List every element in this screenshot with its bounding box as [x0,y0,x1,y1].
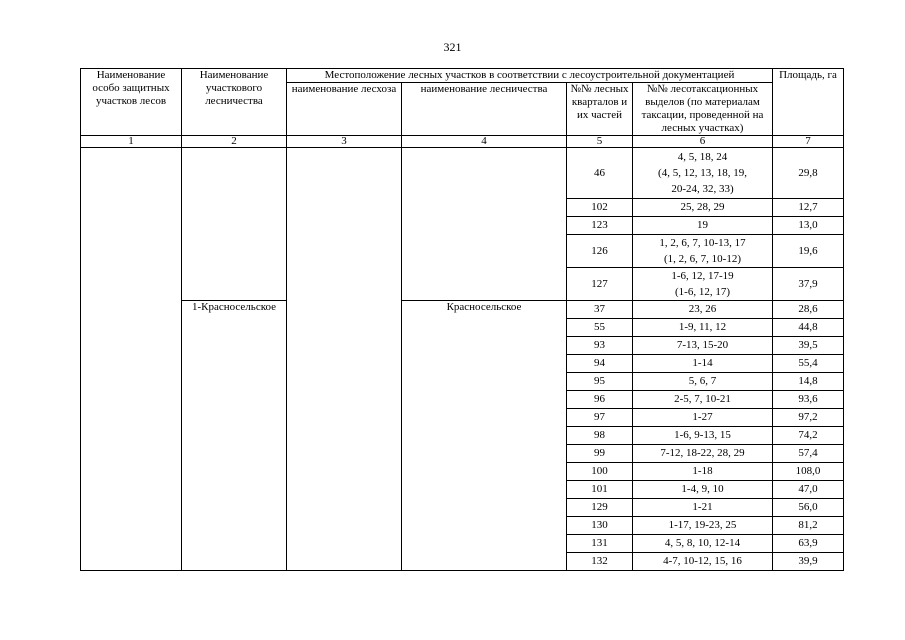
area-cell: 108,0 [773,463,844,481]
vydely-cell [633,481,773,499]
vydely-line: 23, 26 [688,303,717,315]
area-cell: 14,8 [773,373,844,391]
area-cell: 28,6 [773,301,844,319]
kvartal-cell: 97 [567,409,633,427]
area-cell: 93,6 [773,391,844,409]
vydely-cell [633,268,773,301]
vydely-cell [633,217,773,235]
kvartal-cell: 100 [567,463,633,481]
kvartal-cell: 123 [567,217,633,235]
vydely-cell [633,463,773,481]
column-number: 7 [773,136,844,148]
column-number: 4 [402,136,567,148]
header-col5: №№ лесных кварталов и их частей [567,83,633,136]
vydely-line: 4-7, 10-12, 15, 16 [663,555,742,567]
vydely-line: (1-6, 12, 17) [675,286,730,298]
kvartal-cell: 131 [567,535,633,553]
area-cell: 39,9 [773,553,844,571]
lesnichestvo-cell-upper [402,148,567,301]
area-cell: 13,0 [773,217,844,235]
vydely-line: 7-13, 15-20 [676,339,729,351]
area-cell: 81,2 [773,517,844,535]
vydely-line: 5, 6, 7 [688,375,717,387]
uchastkovoe-cell-upper [182,148,287,301]
vydely-line: 1-4, 9, 10 [681,483,724,495]
header-row-1 [81,69,844,83]
vydely-line: 2-5, 7, 10-21 [674,393,731,405]
area-cell: 74,2 [773,427,844,445]
vydely-cell [633,355,773,373]
column-number: 6 [633,136,773,148]
forest-plots-table [80,68,844,571]
uchastkovoe-name: 1-Красносельское [182,301,287,571]
area-cell: 63,9 [773,535,844,553]
vydely-cell [633,148,773,199]
column-number: 3 [287,136,402,148]
vydely-cell [633,445,773,463]
vydely-line: (4, 5, 12, 13, 18, 19, [658,167,747,179]
column-number: 2 [182,136,287,148]
vydely-cell [633,235,773,268]
vydely-cell [633,199,773,217]
header-col1: Наименование особо защитных участков лесов [81,69,182,136]
vydely-line: 1-21 [692,501,713,513]
column-number-row [81,136,844,148]
area-cell: 37,9 [773,268,844,301]
header-col4: наименование лесничества [402,83,567,136]
header-group: Местоположение лесных участков в соответствии с лесоустроительной документацией [287,69,773,83]
vydely-line: 25, 28, 29 [680,201,725,213]
kvartal-cell: 101 [567,481,633,499]
header-col3: наименование лесхоза [287,83,402,136]
vydely-cell [633,391,773,409]
area-cell: 39,5 [773,337,844,355]
table-row [81,148,844,199]
kvartal-cell: 130 [567,517,633,535]
vydely-line: 1-18 [692,465,713,477]
vydely-cell [633,499,773,517]
kvartal-cell: 37 [567,301,633,319]
column-number: 1 [81,136,182,148]
vydely-cell [633,553,773,571]
vydely-line: 4, 5, 8, 10, 12-14 [664,537,741,549]
page-number: 321 [443,40,462,54]
kvartal-cell: 55 [567,319,633,337]
vydely-line: 1-17, 19-23, 25 [668,519,737,531]
vydely-line: 1-14 [692,357,713,369]
area-cell: 56,0 [773,499,844,517]
vydely-line: 20-24, 32, 33) [671,183,734,195]
header-col2: Наименование участкового лесничества [182,69,287,136]
vydely-cell [633,319,773,337]
kvartal-cell: 127 [567,268,633,301]
area-cell: 44,8 [773,319,844,337]
header-col6: №№ лесотаксационных выделов (по материалам таксации, проведенной на лесных участках) [633,83,773,136]
kvartal-cell: 98 [567,427,633,445]
vydely-line: 1-6, 12, 17-19 [671,270,734,282]
kvartal-cell: 96 [567,391,633,409]
area-cell: 19,6 [773,235,844,268]
vydely-line: (1, 2, 6, 7, 10-12) [664,253,741,265]
area-cell: 97,2 [773,409,844,427]
zone-name-cell [81,148,182,571]
area-cell: 55,4 [773,355,844,373]
kvartal-cell: 93 [567,337,633,355]
vydely-line: 1-9, 11, 12 [678,321,727,333]
kvartal-cell: 46 [567,148,633,199]
vydely-cell [633,535,773,553]
vydely-cell [633,337,773,355]
vydely-line: 1-27 [692,411,713,423]
lesnichestvo-name: Красносельское [402,301,567,571]
kvartal-cell: 129 [567,499,633,517]
kvartal-cell: 95 [567,373,633,391]
vydely-cell [633,301,773,319]
area-cell: 47,0 [773,481,844,499]
leskhoz-cell [287,148,402,571]
vydely-line: 19 [697,219,708,231]
area-cell: 29,8 [773,148,844,199]
vydely-line: 1, 2, 6, 7, 10-13, 17 [659,237,746,249]
vydely-cell [633,409,773,427]
kvartal-cell: 102 [567,199,633,217]
kvartal-cell: 94 [567,355,633,373]
vydely-cell [633,373,773,391]
kvartal-cell: 126 [567,235,633,268]
vydely-cell [633,427,773,445]
column-number: 5 [567,136,633,148]
area-cell: 57,4 [773,445,844,463]
vydely-line: 7-12, 18-22, 28, 29 [660,447,745,459]
vydely-line: 1-6, 9-13, 15 [674,429,731,441]
kvartal-cell: 132 [567,553,633,571]
header-col7: Площадь, га [773,69,844,136]
kvartal-cell: 99 [567,445,633,463]
vydely-cell [633,517,773,535]
vydely-line: 4, 5, 18, 24 [677,151,728,163]
area-cell: 12,7 [773,199,844,217]
table-row [81,301,844,319]
